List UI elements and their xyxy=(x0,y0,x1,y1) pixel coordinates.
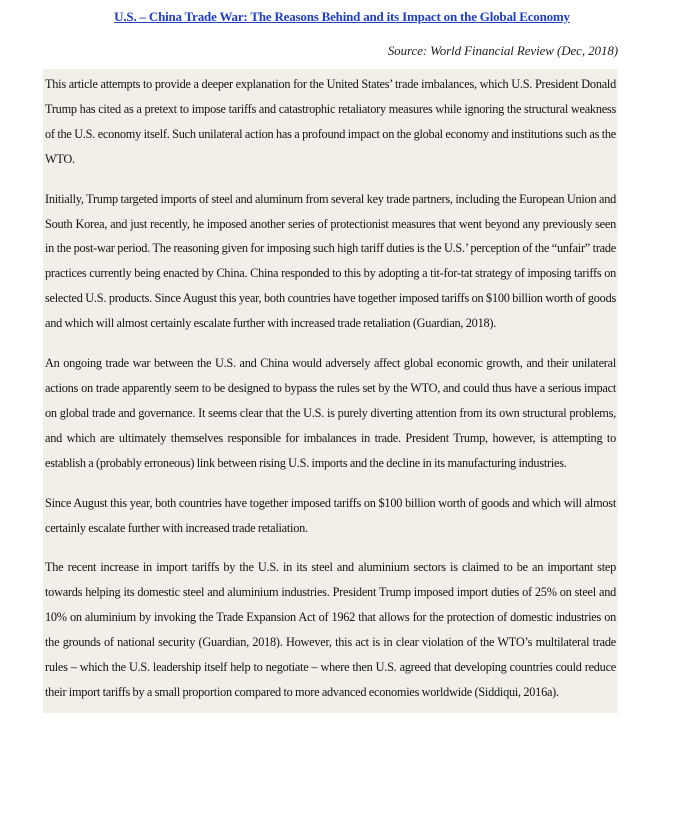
article-source: Source: World Financial Review (Dec, 2018) xyxy=(387,43,618,58)
article-title xyxy=(0,9,684,25)
paragraph-1: This article attempts to provide a deeper explanation for the United States’ trade imbalances, which U.S. President Donald Trump has cited as a pretext to impose tariffs and catastrophic retaliatory measures while ignoring the structural weakness of the U.S. economy itself. Such unilateral action has a profound impact on the global economy and institutions such as the WTO. xyxy=(45,77,616,166)
paragraph-4: Since August this year, both countries have together imposed tariffs on $100 billion worth of goods and which will almost certainly escalate further with increased trade retaliation. xyxy=(45,495,616,535)
article-body xyxy=(43,69,618,713)
paragraph-3: An ongoing trade war between the U.S. and China would adversely affect global economic growth, and their unilateral actions on trade apparently seem to be designed to bypass the rules set by the WTO, and could thus have a serious impact on global trade and governance. It seems clear that the U.S. is purely diverting attention from its own structural problems, and which are ultimately themselves responsible for imbalances in trade. President Trump, however, is attempting to establish a (probably erroneous) link between rising U.S. imports and the decline in its manufacturing industries. xyxy=(45,356,616,470)
paragraph-5: The recent increase in import tariffs by the U.S. in its steel and aluminium sectors is claimed to be an important step towards helping its domestic steel and aluminium industries. President Trump imposed import duties of 25% on steel and 10% on aluminium by invoking the Trade Expansion Act of 1962 that allows for the protection of domestic industries on the grounds of national security (Guardian, 2018). However, this act is in clear violation of the WTO’s multilateral trade rules – which the U.S. leadership itself help to negotiate – where then U.S. agreed that developing countries could reduce their import tariffs by a small proportion compared to more advanced economies worldwide (Siddiqui, 2016a). xyxy=(45,560,616,699)
paragraph-2: Initially, Trump targeted imports of steel and aluminum from several key trade partners, including the European Union and South Korea, and just recently, he imposed another series of protectionist measures that went beyond any previously seen in the post-war period. The reasoning given for imposing such high tariff duties is the U.S.’ perception of the “unfair” trade practices currently being enacted by China. China responded to this by adopting a tit-for-tat strategy of imposing tariffs on selected U.S. products. Since August this year, both countries have together imposed tariffs on $100 billion worth of goods and which will almost certainly escalate further with increased trade retaliation (Guardian, 2018). xyxy=(45,191,616,331)
article-title-link[interactable]: U.S. – China Trade War: The Reasons Behind and its Impact on the Global Economy xyxy=(114,9,570,24)
